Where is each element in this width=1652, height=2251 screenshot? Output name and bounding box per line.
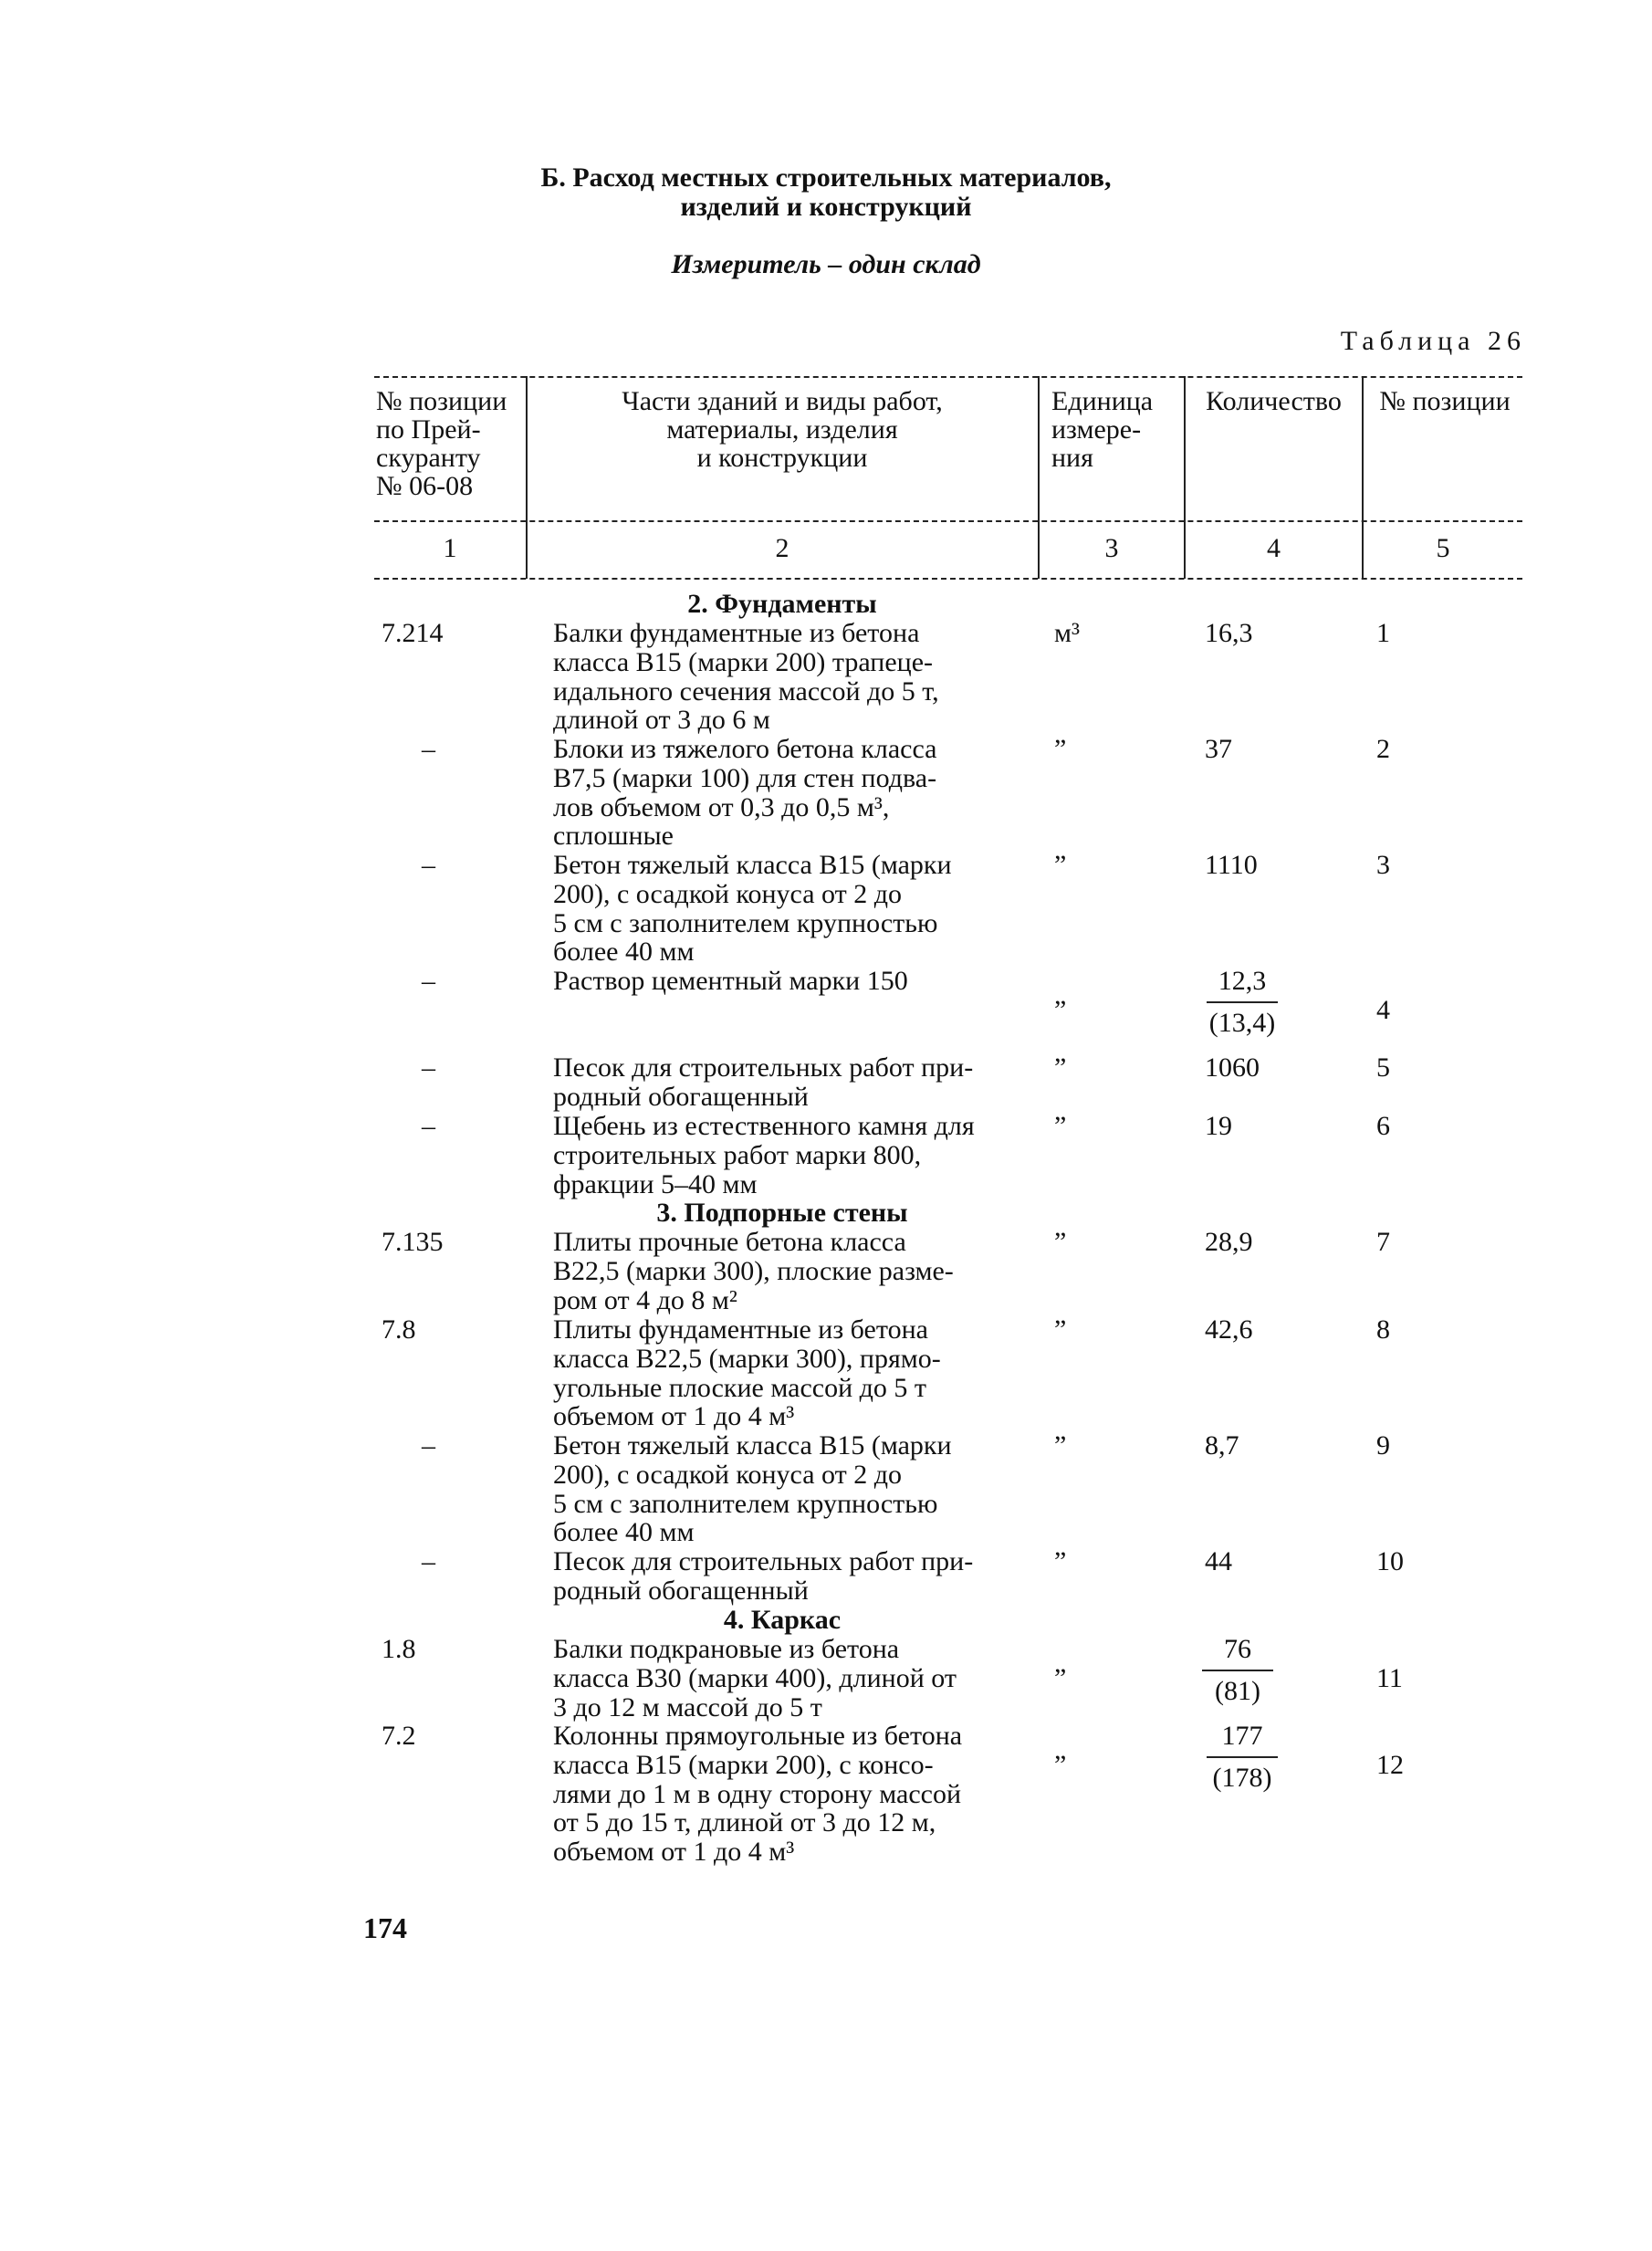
row-description xyxy=(553,1053,1046,1112)
row-quantity: 1110 xyxy=(1205,850,1258,880)
row-description-line: лями до 1 м в одну сторону массой xyxy=(553,1778,962,1809)
header-col3-line: Единица xyxy=(1051,386,1154,416)
row-quantity-top: 76 xyxy=(1224,1634,1251,1664)
row-quantity-fraction xyxy=(1201,967,1283,1038)
row-description-line: 3 до 12 м массой до 5 т xyxy=(553,1691,822,1722)
row-position: 10 xyxy=(1376,1546,1404,1576)
row-description xyxy=(553,967,1046,996)
fraction-bar xyxy=(1207,1001,1278,1003)
section-heading: 3. Подпорные стены xyxy=(656,1198,908,1228)
row-code: – xyxy=(422,1430,435,1461)
row-description-line: Плиты фундаментные из бетона xyxy=(553,1314,928,1345)
row-description-line: родный обогащенный xyxy=(553,1575,809,1606)
row-description-line: В7,5 (марки 100) для стен подва- xyxy=(553,762,937,793)
row-quantity: 16,3 xyxy=(1205,618,1253,648)
row-description xyxy=(553,1547,1046,1606)
header-col4: Количество xyxy=(1206,386,1342,416)
row-description-line: Блоки из тяжелого бетона класса xyxy=(553,734,937,764)
row-quantity-top: 177 xyxy=(1221,1721,1263,1751)
column-number-3: 3 xyxy=(1104,533,1119,563)
row-description xyxy=(553,735,1046,851)
row-code: – xyxy=(422,1546,435,1576)
row-quantity-fraction xyxy=(1201,1635,1274,1706)
row-quantity-bottom: (178) xyxy=(1212,1762,1272,1793)
row-description-line: от 5 до 15 т, длиной от 3 до 12 м, xyxy=(553,1807,936,1838)
header-col2-line: Части зданий и виды работ, xyxy=(622,386,943,416)
row-code: 7.8 xyxy=(382,1314,416,1345)
fraction-bar xyxy=(1202,1670,1273,1671)
row-position: 7 xyxy=(1376,1227,1390,1257)
row-description-line: класса В30 (марки 400), длиной от xyxy=(553,1662,957,1693)
row-description-line: ром от 4 до 8 м² xyxy=(553,1284,737,1315)
row-code: – xyxy=(422,1111,435,1141)
header-col3-line: измере- xyxy=(1051,414,1142,445)
row-description xyxy=(553,1722,1046,1867)
fraction-bar xyxy=(1207,1756,1278,1758)
row-description-line: идального сечения массой до 5 т, xyxy=(553,675,939,707)
row-unit: ” xyxy=(1054,1430,1067,1461)
column-number-1: 1 xyxy=(443,533,457,563)
section-heading: 2. Фундаменты xyxy=(687,589,877,619)
row-description-line: Бетон тяжелый класса В15 (марки xyxy=(553,850,952,880)
row-description-line: угольные плоские массой до 5 т xyxy=(553,1372,927,1403)
row-unit: ” xyxy=(1054,850,1067,880)
row-description-line: Балки подкрановые из бетона xyxy=(553,1634,900,1664)
row-description xyxy=(553,851,1046,967)
row-description-line: Бетон тяжелый класса В15 (марки xyxy=(553,1430,952,1461)
row-quantity: 44 xyxy=(1205,1546,1232,1576)
row-code: – xyxy=(422,966,435,996)
row-position: 2 xyxy=(1376,734,1390,764)
column-numbers-rule xyxy=(374,578,1522,580)
header-col3 xyxy=(1051,387,1184,472)
row-description xyxy=(553,1315,1046,1431)
row-code: – xyxy=(422,850,435,880)
row-unit: ” xyxy=(1054,1111,1067,1141)
row-quantity-bottom: (13,4) xyxy=(1208,1007,1276,1038)
row-description-line: Песок для строительных работ при- xyxy=(553,1546,974,1576)
row-description-line: родный обогащенный xyxy=(553,1081,809,1112)
row-quantity: 42,6 xyxy=(1205,1314,1253,1345)
row-description-line: Балки фундаментные из бетона xyxy=(553,618,920,648)
table-label: Таблица 26 xyxy=(1340,326,1526,356)
row-quantity: 8,7 xyxy=(1205,1430,1239,1461)
row-unit: ” xyxy=(1054,1750,1067,1780)
row-description xyxy=(553,619,1046,735)
row-description-line: длиной от 3 до 6 м xyxy=(553,705,770,736)
row-description-line: объемом от 1 до 4 м³ xyxy=(553,1837,795,1868)
row-code: 1.8 xyxy=(382,1634,416,1664)
row-description-line: фракции 5–40 мм xyxy=(553,1168,758,1199)
row-description xyxy=(553,1112,1046,1199)
row-unit: ” xyxy=(1054,1314,1067,1345)
section-heading: 4. Каркас xyxy=(723,1605,842,1635)
header-col5: № позиции xyxy=(1379,386,1511,416)
row-description-line: объемом от 1 до 4 м³ xyxy=(553,1401,795,1432)
row-description-line: класса В15 (марки 200) трапеце- xyxy=(553,646,934,677)
row-code: 7.2 xyxy=(382,1721,416,1751)
row-position: 5 xyxy=(1376,1052,1390,1083)
row-code: – xyxy=(422,734,435,764)
row-code: 7.135 xyxy=(382,1227,444,1257)
header-col1-line: по Прей- xyxy=(376,414,481,445)
row-position: 6 xyxy=(1376,1111,1390,1141)
header-col1-line: № позиции xyxy=(376,386,507,416)
document-title-line1: Б. Расход местных строительных материалов, xyxy=(540,162,1112,193)
measure-subtitle: Измеритель – один склад xyxy=(671,249,981,279)
row-position: 9 xyxy=(1376,1430,1390,1461)
page-number: 174 xyxy=(363,1911,407,1944)
column-number-2: 2 xyxy=(775,533,789,563)
row-description-line: более 40 мм xyxy=(553,1517,695,1548)
row-description-line: Плиты прочные бетона класса xyxy=(553,1227,906,1257)
row-position: 12 xyxy=(1376,1750,1404,1780)
row-position: 3 xyxy=(1376,850,1390,880)
row-description-line: 200), с осадкой конуса от 2 до xyxy=(553,878,903,909)
header-rule xyxy=(374,520,1522,522)
row-quantity-top: 12,3 xyxy=(1218,966,1267,996)
row-description-line: строительных работ марки 800, xyxy=(553,1139,922,1170)
row-quantity: 28,9 xyxy=(1205,1227,1253,1257)
header-col2 xyxy=(528,387,1037,472)
row-unit: ” xyxy=(1054,1052,1067,1083)
row-description-line: Колонны прямоугольные из бетона xyxy=(553,1721,963,1751)
row-description-line: класса В15 (марки 200), с консо- xyxy=(553,1749,934,1780)
column-number-5: 5 xyxy=(1436,533,1450,563)
header-col1-line: № 06-08 xyxy=(376,471,474,501)
row-description-line: более 40 мм xyxy=(553,937,695,968)
row-description-line: 5 см с заполнителем крупностью xyxy=(553,1488,938,1519)
row-unit: ” xyxy=(1054,734,1067,764)
row-description-line: Щебень из естественного камня для xyxy=(553,1111,975,1141)
row-description-line: Раствор цементный марки 150 xyxy=(553,966,908,996)
row-unit: ” xyxy=(1054,995,1067,1025)
row-quantity-fraction xyxy=(1201,1722,1283,1793)
row-quantity: 37 xyxy=(1205,734,1232,764)
column-number-4: 4 xyxy=(1267,533,1281,563)
header-col2-line: и конструкции xyxy=(696,443,868,473)
row-description-line: класса В22,5 (марки 300), прямо- xyxy=(553,1343,941,1374)
row-code: 7.214 xyxy=(382,618,444,648)
row-position: 4 xyxy=(1376,995,1390,1025)
row-unit: ” xyxy=(1054,1663,1067,1693)
row-description-line: Песок для строительных работ при- xyxy=(553,1052,974,1083)
row-quantity-bottom: (81) xyxy=(1215,1675,1260,1706)
header-col1 xyxy=(376,387,527,500)
row-description-line: 200), с осадкой конуса от 2 до xyxy=(553,1459,903,1490)
document-title-line2: изделий и конструкций xyxy=(680,192,972,222)
header-col2-line: материалы, изделия xyxy=(666,414,898,445)
row-unit: ” xyxy=(1054,1227,1067,1257)
row-unit: м³ xyxy=(1054,618,1080,648)
header-col3-line: ния xyxy=(1051,443,1093,473)
row-position: 11 xyxy=(1376,1663,1403,1693)
header-col1-line: скуранту xyxy=(376,443,481,473)
row-code: – xyxy=(422,1052,435,1083)
row-position: 1 xyxy=(1376,618,1390,648)
row-position: 8 xyxy=(1376,1314,1390,1345)
row-unit: ” xyxy=(1054,1546,1067,1576)
row-quantity: 1060 xyxy=(1205,1052,1260,1083)
row-description-line: сплошные xyxy=(553,821,674,852)
row-description xyxy=(553,1635,1046,1722)
row-description xyxy=(553,1228,1046,1314)
row-description-line: 5 см с заполнителем крупностью xyxy=(553,907,938,938)
row-description xyxy=(553,1431,1046,1547)
row-description-line: В22,5 (марки 300), плоские разме- xyxy=(553,1255,954,1286)
row-description-line: лов объемом от 0,3 до 0,5 м³, xyxy=(553,791,890,822)
table-top-rule xyxy=(374,376,1522,378)
row-quantity: 19 xyxy=(1205,1111,1232,1141)
